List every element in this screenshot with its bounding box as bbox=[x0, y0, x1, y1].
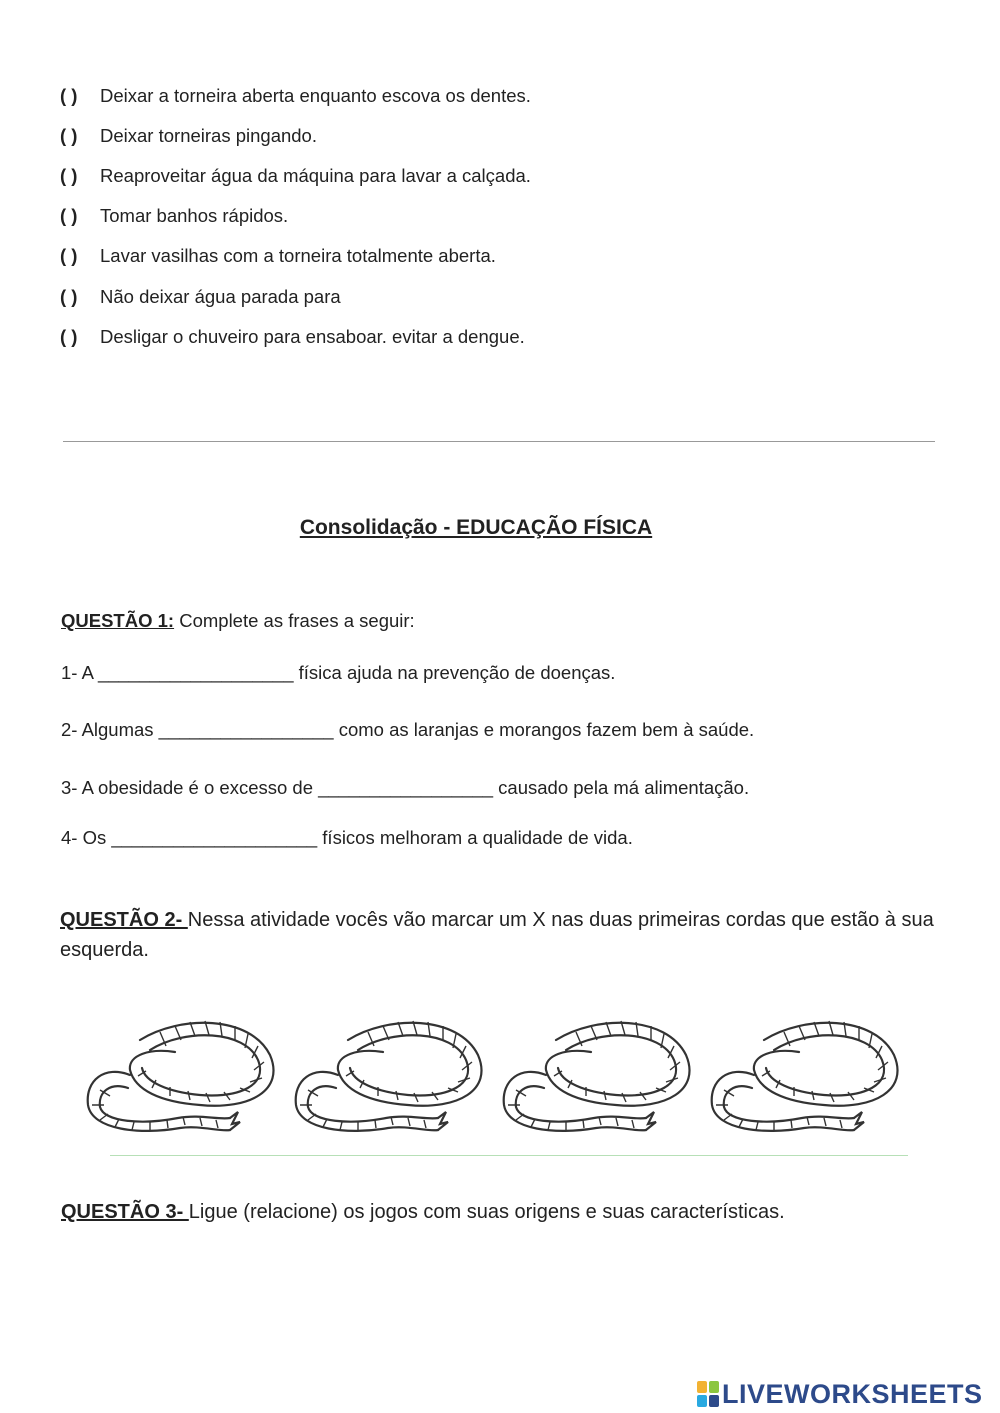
checklist-item bbox=[60, 286, 341, 308]
rope-icon[interactable] bbox=[496, 1010, 702, 1160]
checklist-item bbox=[60, 326, 525, 348]
rope-icon[interactable] bbox=[80, 1010, 286, 1160]
rope-icon[interactable] bbox=[704, 1010, 910, 1160]
rope-icon[interactable] bbox=[288, 1010, 494, 1160]
checklist-item bbox=[60, 165, 531, 187]
liveworksheets-mark-icon bbox=[697, 1381, 719, 1407]
fill-sentence[interactable]: 2- Algumas _________________ como as laranjas e morangos fazem bem à saúde. bbox=[61, 719, 755, 740]
fill-sentence[interactable]: 1- A ___________________ física ajuda na prevenção de doenças. bbox=[61, 662, 616, 683]
checklist-item-text: Deixar a torneira aberta enquanto escova os dentes. bbox=[100, 85, 531, 106]
question-2-text: Nessa atividade vocês vão marcar um X nas duas primeiras cordas que estão à sua esquerda. bbox=[60, 909, 934, 961]
question-3-text: Ligue (relacione) os jogos com suas origens e suas características. bbox=[188, 1201, 785, 1223]
fill-sentence[interactable]: 3- A obesidade é o excesso de _________________ causado pela má alimentação. bbox=[61, 777, 750, 798]
question-1-text: Complete as frases a seguir: bbox=[174, 610, 415, 631]
fill-sentence[interactable]: 4- Os ____________________ físicos melhoram a qualidade de vida. bbox=[61, 827, 633, 848]
brand-name: LIVEWORKSHEETS bbox=[722, 1378, 983, 1409]
rope-row bbox=[80, 1010, 912, 1162]
answer-parentheses[interactable]: ( ) bbox=[60, 205, 78, 226]
answer-parentheses[interactable]: ( ) bbox=[60, 165, 78, 186]
answer-parentheses[interactable]: ( ) bbox=[60, 85, 78, 106]
checklist-item bbox=[60, 205, 288, 227]
checklist-item-text: Lavar vasilhas com a torneira totalmente aberta. bbox=[100, 245, 496, 266]
image-border-line bbox=[110, 1155, 908, 1156]
question-3 bbox=[61, 1201, 785, 1224]
checklist-item bbox=[60, 125, 317, 147]
section-divider bbox=[63, 441, 935, 442]
checklist-item-text: Tomar banhos rápidos. bbox=[100, 205, 289, 226]
question-1 bbox=[61, 610, 415, 632]
checklist-item-text: Deixar torneiras pingando. bbox=[100, 125, 317, 146]
answer-parentheses[interactable]: ( ) bbox=[60, 125, 78, 146]
question-2-label: QUESTÃO 2- bbox=[60, 909, 188, 931]
answer-parentheses[interactable]: ( ) bbox=[60, 245, 78, 266]
checklist-item-text: Reaproveitar água da máquina para lavar a calçada. bbox=[100, 165, 531, 186]
section-title: Consolidação - EDUCAÇÃO FÍSICA bbox=[299, 516, 653, 539]
question-1-label: QUESTÃO 1: bbox=[61, 610, 175, 631]
answer-parentheses[interactable]: ( ) bbox=[60, 286, 78, 307]
liveworksheets-logo bbox=[697, 1378, 983, 1410]
question-3-label: QUESTÃO 3- bbox=[61, 1201, 189, 1223]
checklist-item bbox=[60, 245, 496, 267]
checklist-item bbox=[60, 85, 531, 107]
answer-parentheses[interactable]: ( ) bbox=[60, 326, 78, 347]
question-2 bbox=[60, 905, 940, 965]
checklist-item-text: Não deixar água parada para bbox=[100, 286, 341, 307]
checklist-item-text: Desligar o chuveiro para ensaboar. evitar a dengue. bbox=[100, 326, 525, 347]
